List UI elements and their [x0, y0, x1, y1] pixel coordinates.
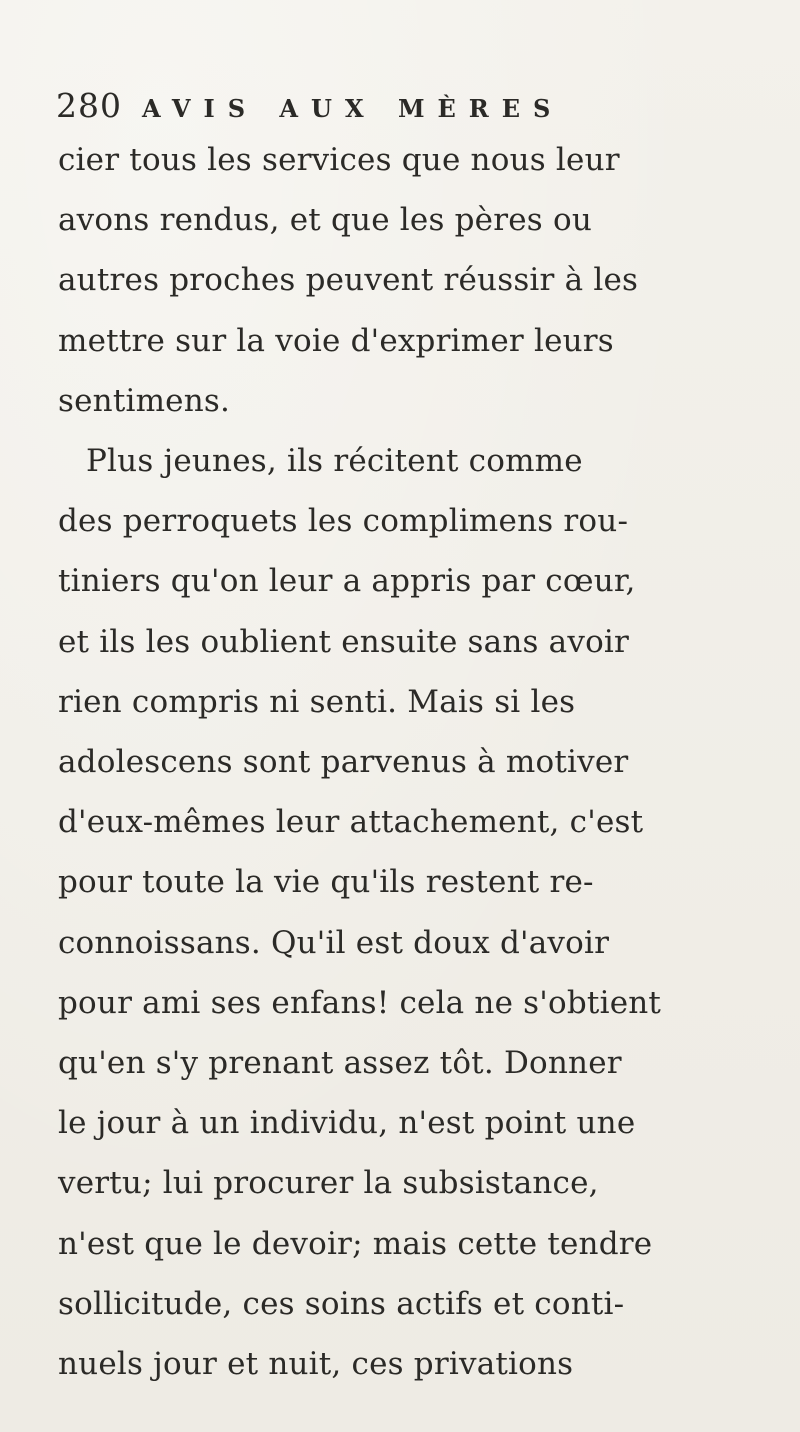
text-line: pour ami ses enfans! cela ne s'obtient: [58, 984, 662, 1021]
text-line: et ils les oublient ensuite sans avoir: [58, 623, 630, 660]
page-number: 280: [56, 86, 122, 125]
text-line: tiniers qu'on leur a appris par cœur,: [58, 563, 636, 600]
page-header: [56, 86, 563, 126]
text-line: vertu; lui procurer la subsistance,: [58, 1165, 599, 1202]
text-line: connoissans. Qu'il est doux d'avoir: [58, 924, 610, 961]
text-line: rien compris ni senti. Mais si les: [58, 683, 576, 720]
text-line: n'est que le devoir; mais cette tendre: [58, 1225, 653, 1262]
body-text: [58, 130, 748, 1394]
text-line: sentimens.: [58, 382, 231, 419]
text-line: autres proches peuvent réussir à les: [58, 262, 639, 299]
text-line: d'eux-mêmes leur attachement, c'est: [58, 804, 644, 841]
text-line: le jour à un individu, n'est point une: [58, 1105, 636, 1142]
text-line: pour toute la vie qu'ils restent re-: [58, 864, 594, 901]
text-line: mettre sur la voie d'exprimer leurs: [58, 322, 614, 359]
text-line: des perroquets les complimens rou-: [58, 503, 629, 540]
text-line: adolescens sont parvenus à motiver: [58, 744, 629, 781]
text-line: qu'en s'y prenant assez tôt. Donner: [58, 1045, 622, 1082]
running-title: AVIS AUX MÈRES: [142, 94, 564, 123]
paragraph-first-line: Plus jeunes, ils récitent comme: [86, 443, 583, 480]
text-line: cier tous les services que nous leur: [58, 142, 620, 178]
text-line: avons rendus, et que les pères ou: [58, 202, 592, 239]
text-line: sollicitude, ces soins actifs et conti-: [58, 1285, 625, 1322]
text-line: nuels jour et nuit, ces privations: [58, 1346, 574, 1383]
